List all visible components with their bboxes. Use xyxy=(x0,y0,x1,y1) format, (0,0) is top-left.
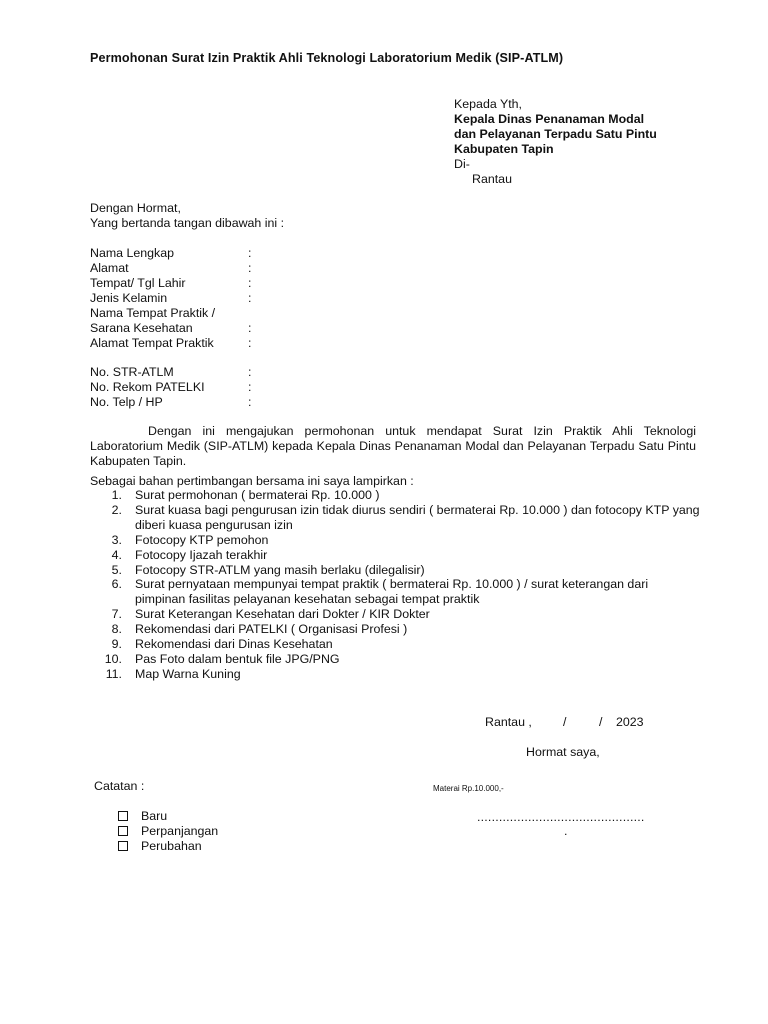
list-item-number: 3. xyxy=(111,532,122,547)
field-label: No. STR-ATLM xyxy=(90,365,174,379)
field-colon: : xyxy=(248,321,252,335)
list-item-text: Surat permohonan ( bermaterai Rp. 10.000 ) xyxy=(135,488,380,502)
list-item-text: Fotocopy STR-ATLM yang masih berlaku (dilegalisir) xyxy=(135,562,425,577)
list-item xyxy=(100,533,700,548)
list-item xyxy=(100,577,700,607)
option-baru[interactable] xyxy=(118,809,167,824)
list-item xyxy=(100,548,700,563)
signature-line: .............................................. xyxy=(477,810,645,824)
attachments-list xyxy=(100,488,700,682)
field-label: Tempat/ Tgl Lahir xyxy=(90,276,186,290)
attachments-intro: Sebagai bahan pertimbangan bersama ini saya lampirkan : xyxy=(90,474,414,488)
recipient-to: Kepada Yth, xyxy=(454,97,522,111)
list-item-number: 4. xyxy=(111,547,122,562)
field-label: Jenis Kelamin xyxy=(90,291,168,305)
list-item xyxy=(100,637,700,652)
option-perpanjangan[interactable] xyxy=(118,824,218,839)
field-colon: : xyxy=(248,276,252,290)
list-item-number: 2. xyxy=(111,502,122,517)
option-label: Perubahan xyxy=(141,839,202,853)
field-label: No. Rekom PATELKI xyxy=(90,380,205,394)
list-item-text: Surat kuasa bagi pengurusan izin tidak diurus sendiri ( bermaterai Rp. 10.000 ) dan fotocopy KTP yang diberi kuasa pengurusan izin xyxy=(135,502,700,532)
list-item xyxy=(100,622,700,637)
list-item-number: 11. xyxy=(105,666,122,681)
field-label: Nama Lengkap xyxy=(90,246,175,260)
field-label: Nama Tempat Praktik / xyxy=(90,306,216,320)
list-item xyxy=(100,652,700,667)
date-slash: / xyxy=(563,715,567,729)
checkbox-icon[interactable] xyxy=(118,841,128,851)
field-label: Alamat xyxy=(90,261,129,275)
list-item-text: Surat pernyataan mempunyai tempat praktik ( bermaterai Rp. 10.000 ) / surat keterangan dari pimpinan fasilitas pelayanan kesehatan sebagai tempat praktik xyxy=(135,577,649,607)
notes-label: Catatan : xyxy=(94,779,145,793)
list-item-number: 6. xyxy=(111,577,122,592)
list-item-text: Surat Keterangan Kesehatan dari Dokter / KIR Dokter xyxy=(135,607,430,622)
checkbox-icon[interactable] xyxy=(118,811,128,821)
option-label: Perpanjangan xyxy=(141,824,219,838)
date-slash: / xyxy=(599,715,603,729)
field-colon: : xyxy=(248,365,252,379)
list-item-text: Rekomendasi dari Dinas Kesehatan xyxy=(135,637,333,652)
stamp-note: Materai Rp.10.000,- xyxy=(433,784,504,793)
list-item-text: Map Warna Kuning xyxy=(135,666,241,681)
field-colon: : xyxy=(248,395,252,409)
list-item-text: Fotocopy KTP pemohon xyxy=(135,532,269,547)
request-paragraph xyxy=(90,424,696,469)
field-colon: : xyxy=(248,291,252,305)
list-item xyxy=(100,503,700,533)
field-colon: : xyxy=(248,246,252,260)
list-item-number: 8. xyxy=(111,622,122,637)
list-item-text: Fotocopy Ijazah terakhir xyxy=(135,547,268,562)
recipient-line2: dan Pelayanan Terpadu Satu Pintu xyxy=(454,127,657,141)
list-item-number: 10. xyxy=(104,651,122,666)
list-item-number: 1. xyxy=(111,488,122,502)
date-year: 2023 xyxy=(616,715,644,729)
option-label: Baru xyxy=(141,809,168,823)
list-item-number: 9. xyxy=(111,637,122,652)
document-title: Permohonan Surat Izin Praktik Ahli Teknologi Laboratorium Medik (SIP-ATLM) xyxy=(90,51,564,65)
request-paragraph-text: Dengan ini mengajukan permohonan untuk mendapat Surat Izin Praktik Ahli Teknologi Laboratorium Medik (SIP-ATLM) kepada Kepala Dinas Penanaman Modal dan Pelayanan Terpadu Satu Pintu Kabupaten Tapin. xyxy=(90,424,696,468)
list-item xyxy=(100,607,700,622)
list-item xyxy=(100,667,700,682)
recipient-city: Rantau xyxy=(472,172,512,186)
option-perubahan[interactable] xyxy=(118,839,202,854)
field-colon: : xyxy=(248,380,252,394)
recipient-di: Di- xyxy=(454,157,470,171)
greeting: Dengan Hormat, xyxy=(90,201,181,215)
checkbox-icon[interactable] xyxy=(118,826,128,836)
list-item xyxy=(100,488,700,503)
field-label: Alamat Tempat Praktik xyxy=(90,336,214,350)
list-item-text: Rekomendasi dari PATELKI ( Organisasi Profesi ) xyxy=(135,622,408,637)
list-item-number: 5. xyxy=(111,562,122,577)
closing-text: Hormat saya, xyxy=(526,745,600,759)
list-item-number: 7. xyxy=(111,607,122,622)
field-label: No. Telp / HP xyxy=(90,395,163,409)
intro-text: Yang bertanda tangan dibawah ini : xyxy=(90,216,285,230)
list-item-text: Pas Foto dalam bentuk file JPG/PNG xyxy=(135,651,340,666)
field-colon: : xyxy=(248,261,252,275)
field-colon: : xyxy=(248,336,252,350)
list-item xyxy=(100,563,700,578)
signature-period: . xyxy=(564,824,568,838)
recipient-line3: Kabupaten Tapin xyxy=(454,142,554,156)
recipient-line1: Kepala Dinas Penanaman Modal xyxy=(454,112,645,126)
field-label: Sarana Kesehatan xyxy=(90,321,193,335)
date-place: Rantau , xyxy=(485,715,532,729)
